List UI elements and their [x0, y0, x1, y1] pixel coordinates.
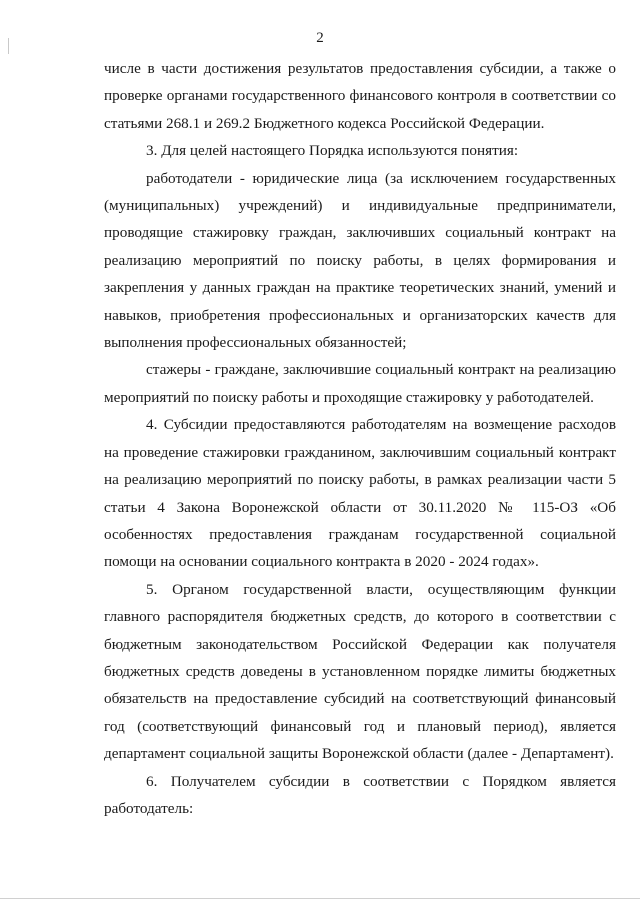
paragraph-item-3: 3. Для целей настоящего Порядка используются понятия: [146, 142, 519, 160]
document-body [104, 55, 616, 822]
scan-bottom-edge [0, 898, 640, 899]
paragraph-item-4: 4. Субсидии предоставляются работодателям на возмещение расходов на проведение стажировки гражданином, заключившим социальный контракт на реализацию мероприятий по поиску работы, в рамках реализации части 5 статьи 4 Закона Воронежской области от 30.11.2020 № 115-ОЗ «Об особенностях предоставления гражданам государственной социальной помощи на основании социального контракта в 2020 - 2024 годах». [104, 416, 616, 571]
paragraph-continuation: числе в части достижения результатов предоставления субсидии, а также о проверке органами государственного финансового контроля в соответствии со статьями 268.1 и 269.2 Бюджетного кодекса Российской Федерации. [104, 60, 616, 132]
paragraph-definition-interns: стажеры - граждане, заключившие социальный контракт на реализацию мероприятий по поиску работы и проходящие стажировку у работодателей. [104, 361, 616, 406]
paragraph-definition-employers: работодатели - юридические лица (за исключением государственных (муниципальных) учреждений) и индивидуальные предприниматели, проводящие стажировку граждан, заключивших социальный контракт на реализацию мероприятий по поиску работы, в целях формирования и закрепления у данных граждан на практике теоретических знаний, умений и навыков, приобретения профессиональных и организаторских качеств для выполнения профессиональных обязанностей; [104, 169, 616, 352]
page-number: 2 [316, 30, 324, 46]
paragraph-item-5: 5. Органом государственной власти, осуществляющим функции главного распорядителя бюджетных средств, до которого в соответствии с бюджетным законодательством Российской Федерации как получателя бюджетных средств доведены в установленном порядке лимиты бюджетных обязательств на предоставление субсидий на соответствующий финансовый год (соответствующий финансовый год и плановый период), является департамент социальной защиты Воронежской области (далее - Департамент). [104, 580, 616, 763]
paragraph-item-6: 6. Получателем субсидии в соответствии с Порядком является работодатель: [104, 772, 616, 817]
